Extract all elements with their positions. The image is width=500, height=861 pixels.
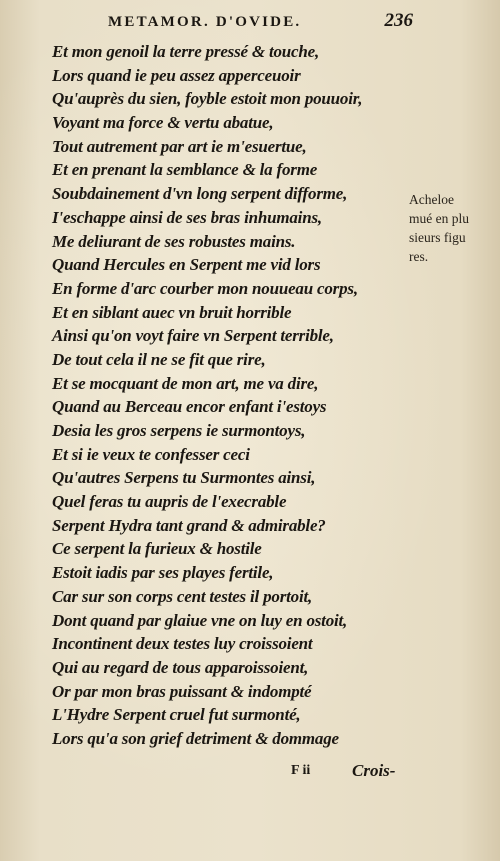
running-header [108, 10, 413, 32]
verse-line: Qui au regard de tous apparoissoient, [52, 657, 309, 677]
margin-note-line: res. [409, 249, 429, 264]
verse-line: Et si ie veux te confesser ceci [52, 444, 250, 464]
margin-note-line: sieurs figu [409, 230, 466, 245]
verse-line: Ce serpent la furieux & hostile [52, 539, 262, 559]
verse-line: En forme d'arc courber mon nouueau corps, [52, 278, 358, 298]
verse-line: Qu'auprès du sien, foyble estoit mon pouuoir, [52, 89, 363, 109]
verse-line: Et en siblant auec vn bruit horrible [52, 302, 292, 322]
verse-line: Quand au Berceau encor enfant i'estoys [52, 397, 327, 417]
verse-line: Et mon genoil la terre pressé & touche, [52, 42, 320, 61]
verse-line: Soubdainement d'vn long serpent difforme, [52, 184, 348, 204]
page-number: 236 [384, 10, 413, 31]
verse-line: Et en prenant la semblance & la forme [52, 160, 318, 180]
verse-line: Lors qu'a son grief detriment & dommage [52, 728, 339, 748]
verse-line: Quel feras tu aupris de l'execrable [52, 492, 287, 512]
verse-line: Voyant ma force & vertu abatue, [52, 113, 274, 133]
verse-line: Lors quand ie peu assez apperceuoir [52, 65, 301, 85]
verse-line: I'eschappe ainsi de ses bras inhumains, [52, 207, 322, 227]
verse-line: Incontinent deux testes luy croissoient [52, 634, 313, 654]
margin-note-line: Acheloe [409, 192, 454, 207]
verse-line: Qu'autres Serpens tu Surmontes ainsi, [52, 468, 316, 488]
verse-line: Dont quand par glaiue vne on luy en ostoit, [52, 610, 348, 630]
verse-line: Ainsi qu'on voyt faire vn Serpent terrible, [52, 326, 334, 346]
verse-line: Or par mon bras puissant & indompté [52, 681, 312, 701]
verse-line: Desia les gros serpens ie surmontoys, [52, 421, 306, 440]
signature-mark: F ii [291, 763, 311, 778]
catchword: Crois- [352, 761, 396, 780]
verse-block [52, 40, 397, 751]
margin-note-line: mué en plu [409, 211, 469, 226]
verse-line: Me deliurant de ses robustes mains. [52, 231, 296, 251]
verse-line: Quand Hercules en Serpent me vid lors [52, 255, 321, 275]
verse-line: Serpent Hydra tant grand & admirable? [52, 515, 326, 535]
verse-line: Estoit iadis par ses playes fertile, [52, 563, 274, 583]
verse-line: L'Hydre Serpent cruel fut surmonté, [52, 705, 301, 725]
verse-line: Car sur son corps cent testes il portoit, [52, 586, 313, 606]
running-title: METAMOR. D'OVIDE. [108, 14, 302, 30]
margin-note [409, 190, 491, 266]
verse-line: Tout autrement par art ie m'esuertue, [52, 136, 307, 156]
verse-line: Et se mocquant de mon art, me va dire, [52, 373, 319, 393]
verse-line: De tout cela il ne se fit que rire, [52, 349, 266, 369]
